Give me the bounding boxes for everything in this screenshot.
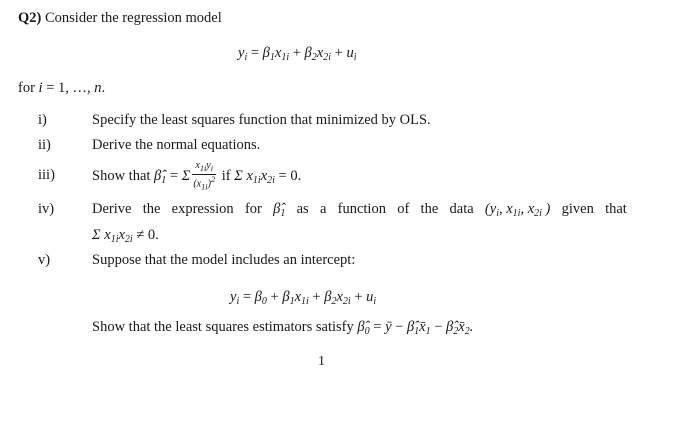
question-label: Q2) xyxy=(18,10,42,26)
item-number: v) xyxy=(38,252,51,268)
nonzero-condition: Σ $x_{1i}x_{2i} \ne 0$. xyxy=(92,227,159,245)
intercept-estimator-formula: $\betâ_0$ = ȳ − $\betâ_1x̄_1$ − $\betâ_2x̄_2$. xyxy=(357,319,474,337)
item-number: i) xyxy=(38,112,47,128)
question-heading xyxy=(18,9,222,27)
fraction: $\frac{x_{1i}y_i}{(x_{1i})^2}$ xyxy=(193,160,216,192)
item-text-suffix: if xyxy=(221,168,231,184)
item-text: Derive the expression for $\betâ_1$ as a function of the data ($y_i$, $x_{1i}$, $x_{2i}$ ) given that xyxy=(92,201,627,219)
index-range: for i = 1, …, n. xyxy=(18,80,106,96)
item-text: Specify the least squares function that minimized by OLS. xyxy=(92,112,431,128)
intercept-model-equation: $y_i = \beta_0 + \beta_1x_{1i} + \beta_2x_{2i} + u_i$ xyxy=(230,289,377,307)
item-text xyxy=(92,318,473,341)
page-number: 1 xyxy=(318,354,325,369)
item-text-prefix: Show that xyxy=(92,168,151,184)
item-number: ii) xyxy=(38,137,51,153)
item-text-prefix: Show that the least squares estimators satisfy xyxy=(92,319,354,335)
item-text xyxy=(92,161,301,192)
item-text: Derive the normal equations. xyxy=(92,137,261,153)
item-text: Suppose that the model includes an intercept: xyxy=(92,252,356,268)
beta1-hat-formula: $\betâ_1 = \Sigma$ xyxy=(154,168,191,186)
item-number: iv) xyxy=(38,201,55,217)
orthogonality-condition: Σ $x_{1i}x_{2i} = 0$. xyxy=(234,168,302,186)
question-intro: Consider the regression model xyxy=(44,10,222,26)
item-number: iii) xyxy=(38,167,55,183)
model-equation: $y_i = \beta_1x_{1i} + \beta_2x_{2i} + u_i$ xyxy=(238,45,357,63)
